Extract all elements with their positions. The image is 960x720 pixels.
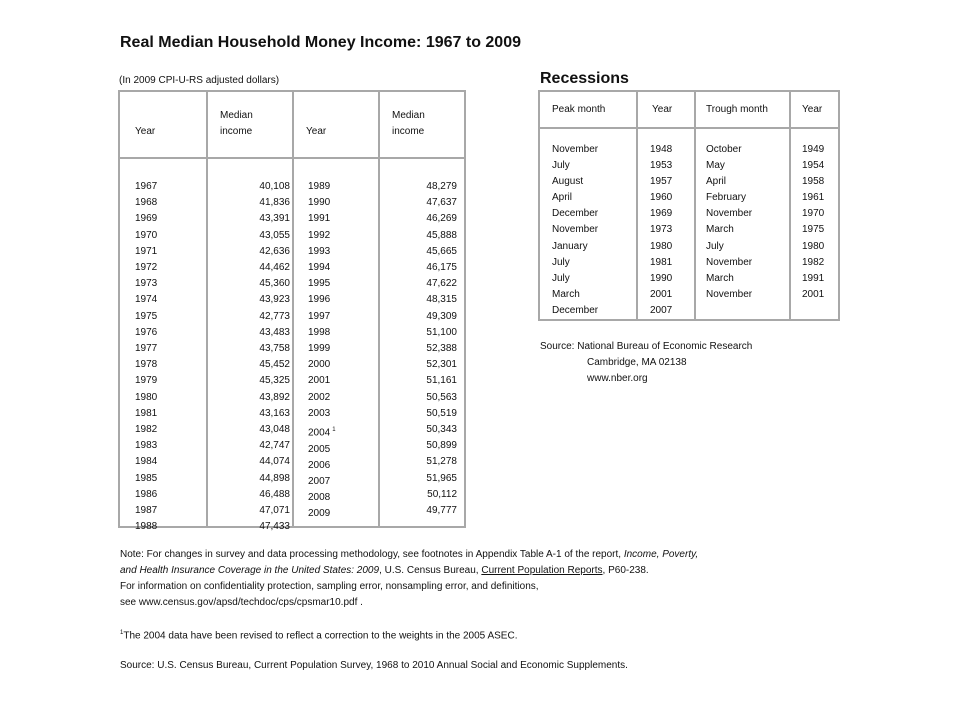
year-cell: 1994 [308, 262, 331, 274]
income-cell: 51,100 [426, 326, 457, 338]
trough-month-cell: November [706, 208, 753, 220]
income-cell: 45,325 [259, 375, 290, 387]
income-column-left [210, 179, 290, 535]
year-cell: 1967 [135, 181, 158, 192]
income-cell: 46,175 [426, 262, 457, 274]
income-cell: 44,898 [259, 472, 290, 484]
year-cell: 1979 [135, 375, 158, 387]
peak-year-column [650, 142, 672, 319]
peak-year-cell: 1953 [650, 160, 673, 172]
income-cell: 43,923 [259, 294, 290, 306]
peak-month-cell: December [552, 304, 599, 316]
income-cell: 45,452 [259, 359, 290, 371]
income-cell: 50,899 [426, 440, 457, 452]
year-cell: 1977 [135, 343, 158, 355]
year-cell: 1992 [308, 229, 331, 241]
trough-month-cell [706, 303, 752, 319]
income-cell: 50,112 [427, 488, 457, 500]
trough-year-cell [802, 303, 824, 319]
trough-month-cell: October [706, 144, 742, 155]
income-cell: 45,888 [426, 229, 457, 241]
income-cell: 43,391 [259, 213, 290, 225]
peak-month-cell: July [552, 272, 570, 284]
income-cell: 44,074 [259, 456, 290, 468]
header-income-label: income [392, 126, 425, 137]
year-cell: 1988 [135, 521, 158, 533]
nber-url-line: www.nber.org [587, 373, 648, 384]
peak-year-cell: 1960 [650, 192, 673, 204]
trough-year-cell: 1958 [802, 176, 825, 188]
year-cell: 1993 [308, 245, 331, 257]
income-cell: 40,108 [259, 181, 290, 192]
footnote-marker: 1 [332, 427, 336, 434]
year-column-left [135, 179, 157, 535]
footnote [120, 625, 820, 644]
income-cell: 43,055 [259, 229, 290, 241]
peak-month-cell: July [552, 160, 570, 172]
peak-year-cell: 2007 [650, 304, 673, 316]
income-cell: 46,488 [259, 488, 290, 500]
income-cell: 42,747 [259, 440, 290, 452]
nber-address-line: Cambridge, MA 02138 [587, 357, 687, 368]
note-line-3: For information on confidentiality protection, sampling error, nonsampling error, and definitions, [120, 581, 539, 592]
report-title-part: and Health Insurance Coverage in the United States: 2009 [120, 565, 380, 576]
income-cell: 51,278 [426, 456, 457, 468]
year-cell: 1987 [135, 505, 158, 517]
recessions-title: Recessions [540, 70, 629, 87]
income-column-right [385, 179, 457, 519]
peak-year-cell: 1957 [650, 176, 673, 188]
year-cell: 1983 [135, 440, 158, 452]
header-year-left: Year [135, 126, 156, 137]
year-cell: 1984 [135, 456, 158, 468]
series-title: Current Population Reports [481, 565, 603, 576]
income-cell: 42,773 [259, 310, 290, 322]
income-cell: 49,777 [426, 505, 457, 517]
year-cell: 1997 [308, 310, 331, 322]
income-cell: 52,388 [426, 343, 457, 355]
year-cell: 2009 [308, 508, 331, 520]
peak-year-cell: 2001 [650, 288, 673, 300]
nber-source [540, 339, 752, 387]
peak-month-cell: November [552, 144, 599, 155]
peak-month-cell: January [552, 240, 588, 252]
page-title: Real Median Household Money Income: 1967 to 2009 [120, 34, 521, 51]
peak-month-cell: April [552, 192, 573, 204]
report-title-part: Income, Poverty, [623, 549, 699, 560]
nber-source-line: Source: National Bureau of Economic Research [540, 341, 753, 352]
year-cell: 2007 [308, 475, 331, 487]
trough-year-column [802, 142, 824, 319]
trough-year-cell: 1954 [802, 160, 825, 172]
note-line-2 [120, 563, 820, 579]
header-median-label: Median [392, 110, 425, 121]
trough-year-cell: 2001 [802, 288, 825, 300]
income-cell: 45,665 [426, 245, 457, 257]
note-text: , P60-238. [602, 565, 649, 576]
trough-year-cell: 1982 [802, 256, 825, 268]
header-income-label: income [220, 126, 253, 137]
footnote-marker: 1 [120, 630, 124, 636]
census-source: Source: U.S. Census Bureau, Current Population Survey, 1968 to 2010 Annual Social and Economic Supplements. [120, 660, 628, 672]
income-cell: 50,519 [426, 407, 457, 419]
year-cell: 1985 [135, 472, 158, 484]
peak-month-cell: August [552, 176, 584, 188]
trough-month-cell: November [706, 288, 753, 300]
income-cell: 50,563 [426, 391, 457, 403]
notes-section [120, 547, 820, 674]
year-cell: 1986 [135, 488, 158, 500]
trough-month-cell: May [706, 160, 725, 172]
header-divider [120, 157, 464, 159]
header-median-right [392, 108, 425, 140]
income-cell: 48,279 [426, 181, 457, 192]
peak-year-cell: 1973 [650, 224, 673, 236]
trough-month-column [706, 142, 752, 319]
income-cell: 43,483 [259, 326, 290, 338]
income-cell: 50,343 [426, 424, 457, 436]
income-cell: 43,163 [259, 407, 290, 419]
year-column-right [308, 179, 336, 523]
income-cell: 42,636 [259, 245, 290, 257]
year-cell: 2005 [308, 443, 331, 455]
peak-year-cell: 1969 [650, 208, 673, 220]
year-cell: 1998 [308, 326, 331, 338]
note-text: Note: For changes in survey and data processing methodology, see footnotes in Appendix Table A-1 of the report, [120, 549, 624, 560]
year-cell: 1991 [308, 213, 331, 225]
header-year-right: Year [306, 126, 327, 137]
trough-year-cell: 1970 [802, 208, 825, 220]
income-cell: 45,360 [259, 278, 290, 290]
header-trough-month: Trough month [706, 104, 768, 115]
year-cell: 1995 [308, 278, 331, 290]
trough-year-cell: 1980 [802, 240, 825, 252]
trough-month-cell: February [706, 192, 747, 204]
footnote-text: The 2004 data have been revised to reflect a correction to the weights in the 2005 ASEC. [123, 630, 518, 642]
income-cell: 43,048 [259, 424, 290, 436]
peak-year-cell: 1980 [650, 240, 673, 252]
year-cell: 2001 [308, 375, 331, 387]
peak-month-cell: July [552, 256, 570, 268]
income-cell: 41,836 [259, 197, 290, 209]
trough-year-cell: 1975 [802, 224, 825, 236]
income-cell: 47,637 [426, 197, 457, 209]
income-cell: 43,758 [259, 343, 290, 355]
header-divider [540, 127, 838, 129]
income-cell: 43,892 [259, 391, 290, 403]
year-cell: 1971 [135, 245, 158, 257]
header-peak-year: Year [652, 104, 673, 115]
trough-month-cell: November [706, 256, 753, 268]
header-median-label: Median [220, 110, 253, 121]
peak-month-cell: December [552, 208, 599, 220]
trough-month-cell: March [706, 224, 734, 236]
trough-year-cell: 1961 [802, 192, 825, 204]
peak-year-cell: 1981 [650, 256, 673, 268]
year-cell: 1981 [135, 407, 158, 419]
peak-year-cell: 1948 [650, 144, 673, 155]
year-cell: 2003 [308, 407, 331, 419]
header-trough-year: Year [802, 104, 823, 115]
year-cell: 1996 [308, 294, 331, 306]
year-cell: 1972 [135, 262, 158, 274]
header-peak-month: Peak month [552, 104, 606, 115]
income-cell: 44,462 [259, 262, 290, 274]
peak-month-cell: March [552, 288, 580, 300]
year-cell: 2008 [308, 492, 331, 504]
year-cell: 1989 [308, 181, 331, 192]
year-cell: 2002 [308, 391, 331, 403]
year-cell: 1980 [135, 391, 158, 403]
year-cell: 2000 [308, 359, 331, 371]
income-cell: 46,269 [426, 213, 457, 225]
income-cell: 51,161 [426, 375, 457, 387]
page-subtitle: (In 2009 CPI-U-RS adjusted dollars) [119, 75, 280, 86]
income-cell: 47,071 [259, 505, 290, 517]
peak-year-cell: 1990 [650, 272, 673, 284]
year-cell: 1969 [135, 213, 158, 225]
year-cell: 1973 [135, 278, 158, 290]
trough-year-cell: 1991 [802, 272, 825, 284]
note-text: , U.S. Census Bureau, [379, 565, 482, 576]
year-cell: 1978 [135, 359, 158, 371]
income-cell: 49,309 [426, 310, 457, 322]
income-cell: 51,965 [426, 472, 457, 484]
income-cell: 47,622 [426, 278, 457, 290]
note-line-4: see www.census.gov/apsd/techdoc/cps/cpsmar10.pdf . [120, 597, 363, 608]
note-line-1 [120, 547, 820, 563]
year-cell: 2004 $^1$ [308, 427, 336, 439]
peak-month-column [552, 142, 598, 319]
year-cell: 1970 [135, 229, 158, 241]
recessions-table [538, 90, 840, 321]
year-cell: 2006 [308, 459, 331, 471]
year-cell: 1990 [308, 197, 331, 209]
year-cell: 1975 [135, 310, 158, 322]
trough-month-cell: July [706, 240, 724, 252]
year-cell: 1976 [135, 326, 158, 338]
peak-month-cell: November [552, 224, 599, 236]
year-cell: 1982 [135, 424, 158, 436]
year-cell: 1974 [135, 294, 158, 306]
income-cell: 52,301 [426, 359, 457, 371]
trough-month-cell: March [706, 272, 734, 284]
year-cell: 1968 [135, 197, 158, 209]
trough-month-cell: April [706, 176, 727, 188]
income-cell: 48,315 [426, 294, 457, 306]
income-cell: 47,433 [259, 521, 290, 533]
header-median-left [220, 108, 253, 140]
trough-year-cell: 1949 [802, 144, 825, 155]
year-cell: 1999 [308, 343, 331, 355]
income-table [118, 90, 466, 533]
